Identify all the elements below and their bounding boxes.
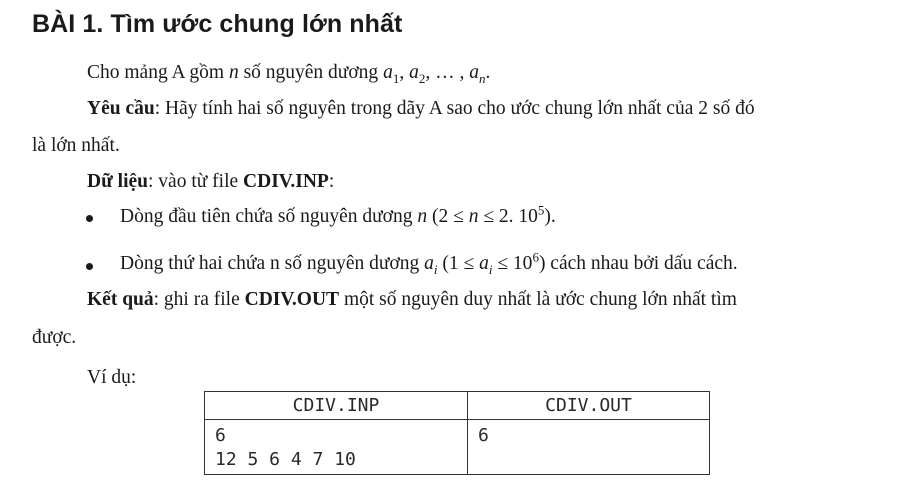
example-input-line-1: 6	[215, 425, 226, 446]
bullet-2-i2: i	[488, 261, 493, 277]
bullet-1-exp: 5	[537, 202, 545, 218]
example-input-cell	[205, 420, 468, 475]
bullet-2-a2: a	[479, 253, 489, 274]
requirement-label: Yêu cầu	[87, 98, 155, 119]
input-text: : vào từ file	[148, 171, 244, 192]
intro-n: n	[228, 62, 239, 83]
bullet-2	[120, 249, 738, 277]
bullet-1	[120, 202, 556, 227]
intro-sep1: ,	[399, 62, 410, 83]
example-data-row	[205, 420, 710, 475]
intro-subn: n	[478, 70, 486, 86]
header-output-file: CDIV.OUT	[468, 392, 710, 420]
output-text: : ghi ra file	[153, 289, 245, 310]
header-input-file: CDIV.INP	[205, 392, 468, 420]
example-output-line-1: 6	[478, 425, 489, 446]
problem-title: BÀI 1. Tìm ước chung lớn nhất	[32, 10, 403, 38]
input-line	[87, 172, 334, 192]
bullet-2-exp: 6	[532, 249, 539, 265]
bullet-1-dot	[86, 215, 93, 222]
bullet-2-text: Dòng thứ hai chứa n số nguyên dương	[120, 253, 425, 274]
bullet-1-close: ).	[544, 206, 556, 227]
intro-an: a	[469, 62, 479, 83]
bullet-2-i: i	[433, 261, 438, 277]
intro-sub1: 1	[392, 70, 400, 86]
example-output-cell	[468, 420, 710, 475]
bullet-2-open: (1 ≤	[437, 253, 480, 274]
intro-end: .	[485, 62, 491, 83]
bullet-2-close: ) cách nhau bởi dấu cách.	[538, 253, 738, 274]
example-input-line-2: 12 5 6 4 7 10	[215, 449, 356, 470]
intro-ellipsis: , … ,	[425, 62, 470, 83]
input-label: Dữ liệu	[87, 171, 148, 192]
output-file: CDIV.OUT	[244, 289, 340, 310]
output-line1	[87, 290, 737, 310]
bullet-1-mid: ≤ 2. 10	[478, 206, 538, 227]
bullet-1-n: n	[417, 206, 428, 227]
example-table	[204, 391, 710, 475]
output-line1-end: một số nguyên duy nhất là ước chung lớn nhất tìm	[339, 289, 737, 310]
input-end: :	[328, 171, 335, 192]
intro-a1: a	[383, 62, 393, 83]
intro-text: Cho mảng A gồm	[87, 62, 229, 83]
bullet-2-dot	[86, 263, 93, 270]
input-file: CDIV.INP	[243, 171, 329, 192]
requirement-line2: là lớn nhất.	[32, 135, 120, 156]
intro-text2: số nguyên dương	[238, 62, 384, 83]
bullet-2-a: a	[424, 253, 434, 274]
bullet-1-range-n: n	[468, 206, 479, 227]
requirement-line1	[87, 99, 755, 119]
intro-sub2: 2	[418, 70, 426, 86]
intro-a2: a	[409, 62, 419, 83]
example-header-row	[205, 392, 710, 420]
requirement-text: : Hãy tính hai số nguyên trong dãy A sao cho ước chung lớn nhất của 2 số đó	[154, 98, 755, 119]
bullet-1-open: (2 ≤	[427, 206, 469, 227]
bullet-1-text: Dòng đầu tiên chứa số nguyên dương	[120, 206, 418, 227]
output-line2: được.	[32, 327, 77, 348]
example-label: Ví dụ:	[87, 367, 137, 388]
output-label: Kết quả	[87, 289, 154, 310]
intro-line	[87, 62, 491, 86]
bullet-2-mid: ≤ 10	[492, 253, 533, 274]
